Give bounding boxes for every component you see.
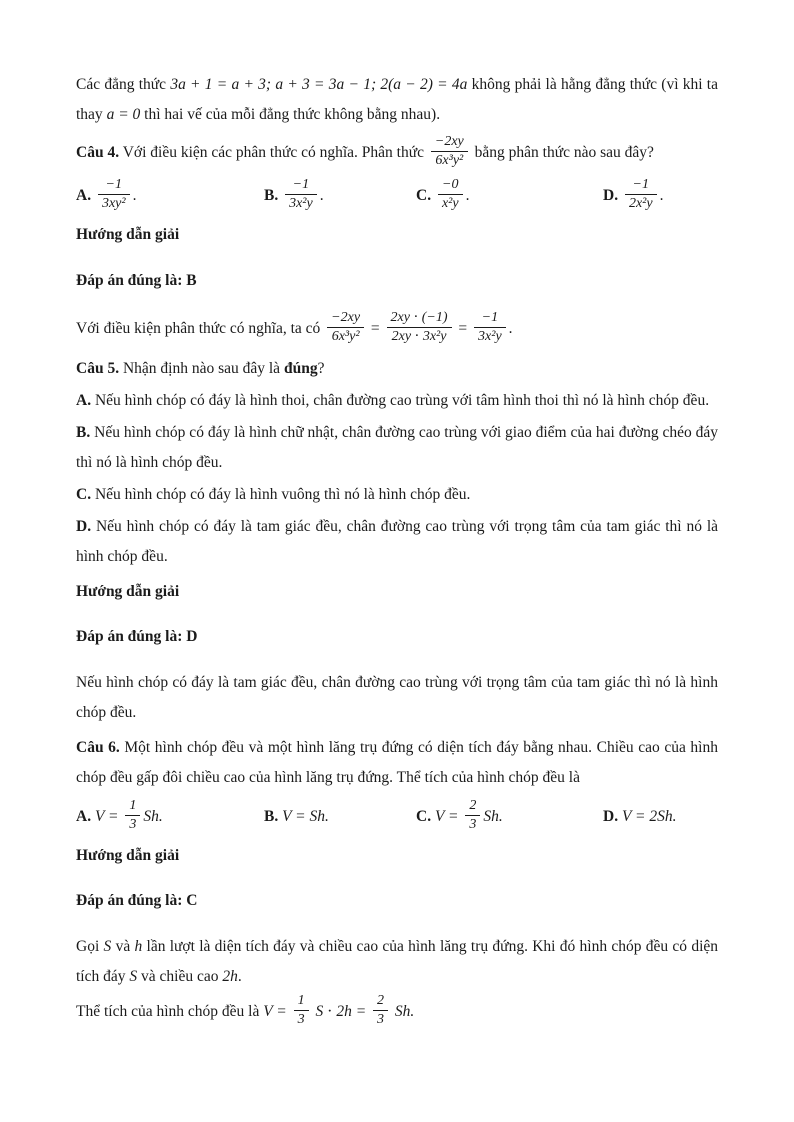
q6-options xyxy=(76,799,718,836)
q6-option-c-formula: V = xyxy=(434,807,459,825)
fraction-denominator: 3 xyxy=(465,815,480,834)
fraction-denominator: 2x²y xyxy=(625,194,657,213)
q6-option-c-letter: C. xyxy=(416,807,432,825)
q4-solution xyxy=(76,311,718,348)
q6-solution-2-formula-end: Sh. xyxy=(394,1002,415,1020)
q5-option-a-letter: A. xyxy=(76,391,92,409)
q6-answer: Đáp án đúng là: C xyxy=(76,892,198,910)
q6-solution-1-var-s: S xyxy=(103,937,112,955)
q4-label: Câu 4. xyxy=(76,144,120,162)
fraction-numerator: −1 xyxy=(481,310,499,326)
q6-solution-2-text: Thể tích của hình chóp đều là xyxy=(76,1002,260,1020)
q4-solution-fraction-2 xyxy=(387,309,452,346)
fraction-denominator: 2xy ⋅ 3x²y xyxy=(387,327,452,346)
q4-option-c-letter: C. xyxy=(416,187,432,205)
fraction-numerator: −1 xyxy=(105,177,122,193)
fraction-numerator: 2 xyxy=(377,992,385,1008)
q4-title-text-2: bằng phân thức nào sau đây? xyxy=(474,144,654,162)
q6-option-b-formula: V = Sh. xyxy=(282,808,329,826)
q4-solution-text: Với điều kiện phân thức có nghĩa, ta có xyxy=(76,320,321,338)
intro-math-2: a = 0 xyxy=(106,106,141,123)
fraction-denominator: 3 xyxy=(294,1010,309,1029)
intro-text-3: thì hai vế của mỗi đẳng thức không bằng nhau). xyxy=(144,106,441,123)
q6-option-b xyxy=(264,802,416,832)
q6-solution-2 xyxy=(76,994,718,1031)
q4-option-b-letter: B. xyxy=(264,187,279,205)
equals-sign: = xyxy=(458,320,468,338)
q6-solution-1-text-1: Gọi xyxy=(76,937,100,955)
fraction-denominator: 6x³y² xyxy=(431,151,468,170)
fraction-numerator: −1 xyxy=(292,177,310,193)
q4-option-a xyxy=(76,178,264,215)
q6-option-d-letter: D. xyxy=(603,808,619,826)
fraction-denominator: 3xy² xyxy=(98,194,130,213)
q6-solution-1-text-4: và chiều cao xyxy=(141,967,219,985)
fraction-denominator: 6x³y² xyxy=(327,327,364,346)
q6-option-c-fraction xyxy=(465,797,480,834)
q5-option-b-letter: B. xyxy=(76,423,91,441)
q5-title-question-mark: ? xyxy=(317,359,325,377)
q6-title-text: Một hình chóp đều và một hình lăng trụ đứng có diện tích đáy bằng nhau. Chiều cao của hình chóp đều gấp đôi chiều cao của hình lăng trụ đứng. Thể tích của hình chóp đều là xyxy=(76,738,718,786)
q5-option-a-text: Nếu hình chóp có đáy là hình thoi, chân đường cao trùng với tâm hình thoi thì nó là hình chóp đều. xyxy=(94,391,710,409)
q4-option-a-fraction xyxy=(98,176,130,213)
q5-title-bold: đúng xyxy=(283,359,318,377)
q6-solution-1-var-2h: 2h xyxy=(222,967,238,985)
q4-option-b-suffix: . xyxy=(319,187,324,205)
q4-option-a-letter: A. xyxy=(76,187,92,205)
q4-option-b xyxy=(264,178,416,215)
q4-options xyxy=(76,178,718,215)
q4-option-c-suffix: . xyxy=(465,187,470,205)
q6-solution-1-text-2: và xyxy=(115,937,131,955)
q5-option-c xyxy=(76,480,718,510)
fraction-numerator: 1 xyxy=(297,992,305,1008)
q6-solution-2-fraction-1 xyxy=(294,992,309,1029)
q5-option-b-text: Nếu hình chóp có đáy là hình chữ nhật, chân đường cao trùng với giao điểm của hai đường chéo đáy thì nó là hình chóp đều. xyxy=(76,423,719,471)
q4-title-fraction xyxy=(431,133,468,170)
q5-option-c-letter: C. xyxy=(76,485,92,503)
q4-answer: Đáp án đúng là: B xyxy=(76,271,197,289)
q4-title-text: Với điều kiện các phân thức có nghĩa. Phân thức xyxy=(122,144,425,162)
fraction-denominator: 3 xyxy=(373,1010,388,1029)
fraction-denominator: x²y xyxy=(438,194,463,213)
q5-option-d-text: Nếu hình chóp có đáy là tam giác đều, chân đường cao trùng với trọng tâm của tam giác thì nó là hình chóp đều. xyxy=(76,517,719,565)
q6-guide-heading: Hướng dẫn giải xyxy=(76,846,180,864)
q6-solution-2-fraction-2 xyxy=(373,992,388,1029)
q6-solution-1-period: . xyxy=(237,967,242,985)
fraction-denominator: 3x²y xyxy=(474,327,506,346)
q5-heading xyxy=(76,354,718,384)
intro-math-1: 3a + 1 = a + 3; a + 3 = 3a − 1; 2(a − 2) = 4a xyxy=(170,76,468,93)
q6-solution-1-var-s2: S xyxy=(129,967,138,985)
fraction-numerator: −2xy xyxy=(434,134,464,149)
q6-option-c-formula-end: Sh. xyxy=(483,807,503,825)
q6-option-a-fraction xyxy=(125,797,140,834)
q6-option-d xyxy=(603,802,718,832)
q4-solution-fraction-3 xyxy=(474,309,506,346)
q5-option-c-text: Nếu hình chóp có đáy là hình vuông thì nó là hình chóp đều. xyxy=(94,485,471,503)
q6-option-a-formula-end: Sh. xyxy=(143,807,163,825)
q4-option-c-fraction xyxy=(438,176,463,213)
q4-option-d xyxy=(603,178,718,215)
fraction-numerator: −2xy xyxy=(331,310,361,326)
q6-label: Câu 6. xyxy=(76,738,120,756)
q4-heading xyxy=(76,135,718,172)
q5-label: Câu 5. xyxy=(76,359,120,377)
q6-option-a-letter: A. xyxy=(76,807,92,825)
q6-option-a-formula: V = xyxy=(94,807,119,825)
q4-option-d-suffix: . xyxy=(659,187,664,205)
q4-option-a-suffix: . xyxy=(132,187,137,205)
q6-solution-1-var-h: h xyxy=(134,937,143,955)
intro-text-2: không phải là hằng đẳng thức (vì khi ta thay xyxy=(76,76,718,123)
q6-option-c xyxy=(416,799,603,836)
q6-solution-2-formula-start: V = xyxy=(263,1002,287,1020)
q6-option-a xyxy=(76,799,264,836)
fraction-numerator: 1 xyxy=(129,797,137,813)
fraction-numerator: −1 xyxy=(632,177,649,193)
q5-title-text: Nhận định nào sau đây là xyxy=(122,359,281,377)
q6-option-d-formula: V = 2Sh. xyxy=(621,808,677,826)
fraction-numerator: −0 xyxy=(442,177,459,193)
q5-solution: Nếu hình chóp có đáy là tam giác đều, chân đường cao trùng với trọng tâm của tam giác thì nó là hình chóp đều. xyxy=(76,673,718,721)
q5-option-d xyxy=(76,512,718,572)
fraction-numerator: 2 xyxy=(469,797,477,813)
q6-heading xyxy=(76,733,718,793)
q6-solution-2-formula-mid: S ⋅ 2h = xyxy=(315,1002,367,1020)
q4-solution-fraction-1 xyxy=(327,309,364,346)
q4-solution-period: . xyxy=(508,320,513,338)
fraction-denominator: 3x²y xyxy=(285,194,317,213)
equals-sign: = xyxy=(370,320,380,338)
q5-option-a xyxy=(76,386,718,416)
q6-solution-1-text-3: lần lượt là diện tích đáy và chiều cao của hình lăng trụ đứng. Khi đó hình chóp đều có diện tích đáy xyxy=(76,937,719,985)
q6-option-b-letter: B. xyxy=(264,808,279,826)
q5-option-d-letter: D. xyxy=(76,517,92,535)
q4-option-c xyxy=(416,178,603,215)
q4-option-d-fraction xyxy=(625,176,657,213)
fraction-numerator: 2xy ⋅ (−1) xyxy=(390,310,448,326)
fraction-denominator: 3 xyxy=(125,815,140,834)
intro-text-1: Các đẳng thức xyxy=(76,76,167,93)
q5-guide-heading: Hướng dẫn giải xyxy=(76,582,180,600)
q6-solution-1 xyxy=(76,932,718,992)
intro-paragraph xyxy=(76,70,718,130)
q4-option-b-fraction xyxy=(285,176,317,213)
q4-guide-heading: Hướng dẫn giải xyxy=(76,226,180,244)
q4-option-d-letter: D. xyxy=(603,187,619,205)
q5-option-b xyxy=(76,418,718,478)
q5-answer: Đáp án đúng là: D xyxy=(76,628,198,646)
